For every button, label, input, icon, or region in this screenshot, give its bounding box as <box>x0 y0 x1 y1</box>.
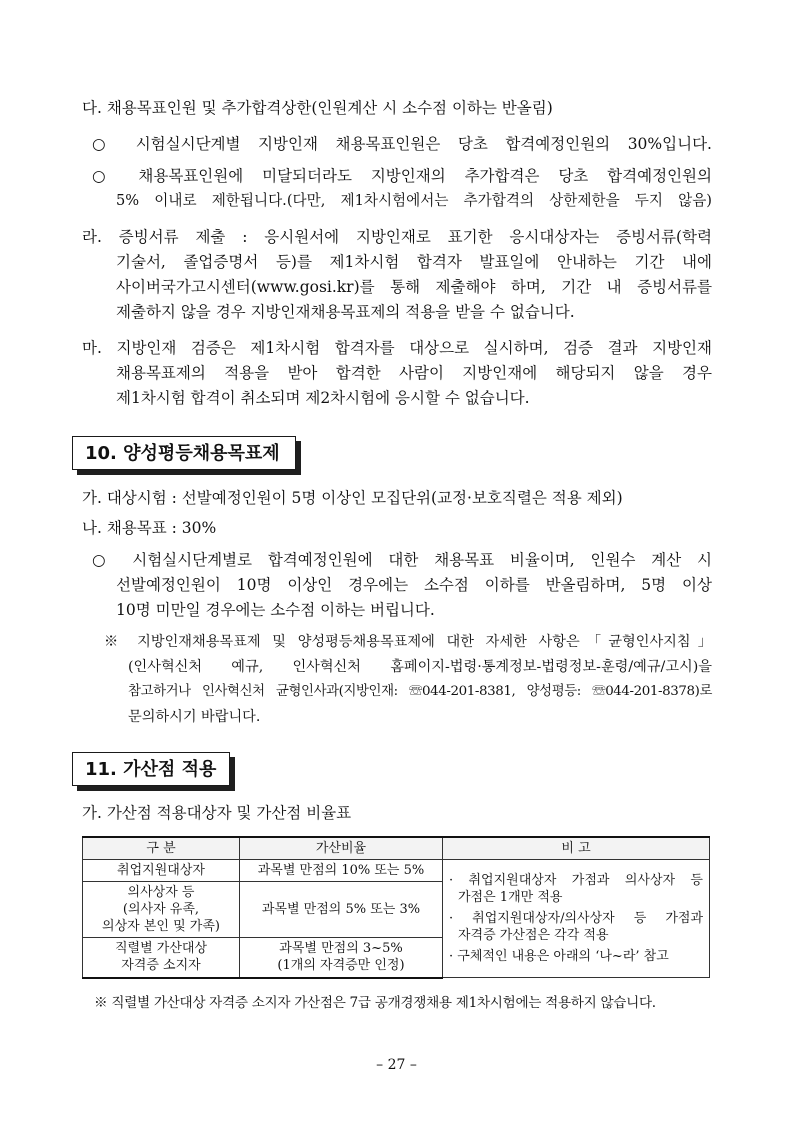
para-na-target-rate: 나. 채용목표 : 30% <box>82 519 217 537</box>
section-heading-11: 11. 가산점 적용 <box>72 752 230 786</box>
section-heading-10: 10. 양성평등채용목표제 <box>72 436 296 470</box>
remark-2b: 자격증 가산점은 각각 적용 <box>458 928 609 943</box>
bullet-extra-pass: ○ 채용목표인원에 미달되더라도 지방인재의 추가합격은 당초 합격예정인원의 <box>92 167 712 185</box>
header-category: 구 분 <box>83 837 240 860</box>
header-remarks: 비 고 <box>443 837 710 860</box>
note-guideline-3: 참고하거나 인사혁신처 균형인사과(지방인재: ☏044-201-8381, 양성평등: ☏044-201-8378)로 <box>128 684 712 699</box>
para-ra-2: 기술서, 졸업증명서 등)를 제1차시험 합격자 발표일에 안내하는 기간 내에 <box>116 253 712 271</box>
cell-category: 취업지원대상자 <box>83 860 240 882</box>
header-rate: 가산비율 <box>240 837 443 860</box>
note-cert-bonus: ※ 직렬별 가산대상 자격증 소지자 가산점은 7급 공개경쟁채용 제1차시험에는 적용하지 않습니다. <box>94 995 656 1011</box>
para-ma-2: 채용목표제의 적용을 받아 합격한 사람이 지방인재에 해당되지 않을 경우 <box>116 364 712 382</box>
bullet-extra-pass-cont: 5% 이내로 제한됩니다.(다만, 제1차시험에서는 추가합격의 상한제한을 두지 않음) <box>116 192 712 209</box>
para-ma: 마. 지방인재 검증은 제1차시험 합격자를 대상으로 실시하며, 검증 결과 지방인재 <box>82 339 712 357</box>
remark-1a: · 취업지원대상자 가점과 의사상자 등 <box>449 873 703 888</box>
cell-rate-line: 과목별 만점의 3~5% <box>279 941 403 957</box>
cell-category <box>83 938 240 978</box>
bonus-points-table <box>82 836 710 979</box>
note-guideline: ※ 지방인재채용목표제 및 양성평등채용목표제에 대한 자세한 사항은「균형인사지침」 <box>104 634 712 650</box>
cell-category-line: 자격증 소지자 <box>121 958 201 974</box>
cell-remarks <box>443 860 710 978</box>
cell-rate <box>240 938 443 978</box>
para-ra-4: 제출하지 않을 경우 지방인재채용목표제의 적용을 받을 수 없습니다. <box>116 303 575 321</box>
cell-category-line: 의상자 본인 및 가족) <box>102 919 220 934</box>
note-guideline-4: 문의하시기 바랍니다. <box>128 709 261 725</box>
remark-1b: 가점은 1개만 적용 <box>458 890 563 905</box>
cell-category-line: 의사상자 등 <box>127 885 195 900</box>
para-ra: 라. 증빙서류 제출 : 응시원서에 지방인재로 표기한 응시대상자는 증빙서류(학력 <box>82 228 712 246</box>
cell-category-line: (의사자 유족, <box>122 902 200 917</box>
bullet-target-30: ○ 시험실시단계별 지방인재 채용목표인원은 당초 합격예정인원의 30%입니다. <box>92 135 712 153</box>
para-da: 다. 채용목표인원 및 추가합격상한(인원계산 시 소수점 이하는 반올림) <box>82 99 553 117</box>
page-number: – 27 – <box>376 1057 417 1073</box>
cell-rate: 과목별 만점의 10% 또는 5% <box>240 860 443 882</box>
bullet-rate-calc-2: 선발예정인원이 10명 이상인 경우에는 소수점 이하를 반올림하며, 5명 이상 <box>116 576 712 594</box>
remark-2a: · 취업지원대상자/의사상자 등 가점과 <box>449 911 703 926</box>
cell-category <box>83 882 240 938</box>
para-ga-target-exam: 가. 대상시험 : 선발예정인원이 5명 이상인 모집단위(교정·보호직렬은 적용 제외) <box>82 489 623 507</box>
para-ra-3: 사이버국가고시센터(www.gosi.kr)를 통해 제출해야 하며, 기간 내 증빙서류를 <box>116 278 712 296</box>
cell-rate: 과목별 만점의 5% 또는 3% <box>240 882 443 938</box>
cell-rate-line: (1개의 자격증만 인정) <box>277 958 405 974</box>
remark-3: · 구체적인 내용은 아래의 ‘나~라’ 참고 <box>449 949 669 964</box>
cell-category-line: 직렬별 가산대상 <box>114 941 208 957</box>
note-guideline-2: (인사혁신처 예규, 인사혁신처 홈페이지-법령·통계정보-법령정보-훈령/예규/고시)을 <box>128 659 712 675</box>
table-row <box>83 860 710 882</box>
para-ga-bonus-table: 가. 가산점 적용대상자 및 가산점 비율표 <box>82 804 352 822</box>
para-ma-3: 제1차시험 합격이 취소되며 제2차시험에 응시할 수 없습니다. <box>116 389 530 407</box>
bullet-rate-calc: ○ 시험실시단계별로 합격예정인원에 대한 채용목표 비율이며, 인원수 계산 시 <box>92 551 712 569</box>
table-header-row <box>83 837 710 860</box>
bullet-rate-calc-3: 10명 미만일 경우에는 소수점 이하는 버립니다. <box>116 601 435 619</box>
